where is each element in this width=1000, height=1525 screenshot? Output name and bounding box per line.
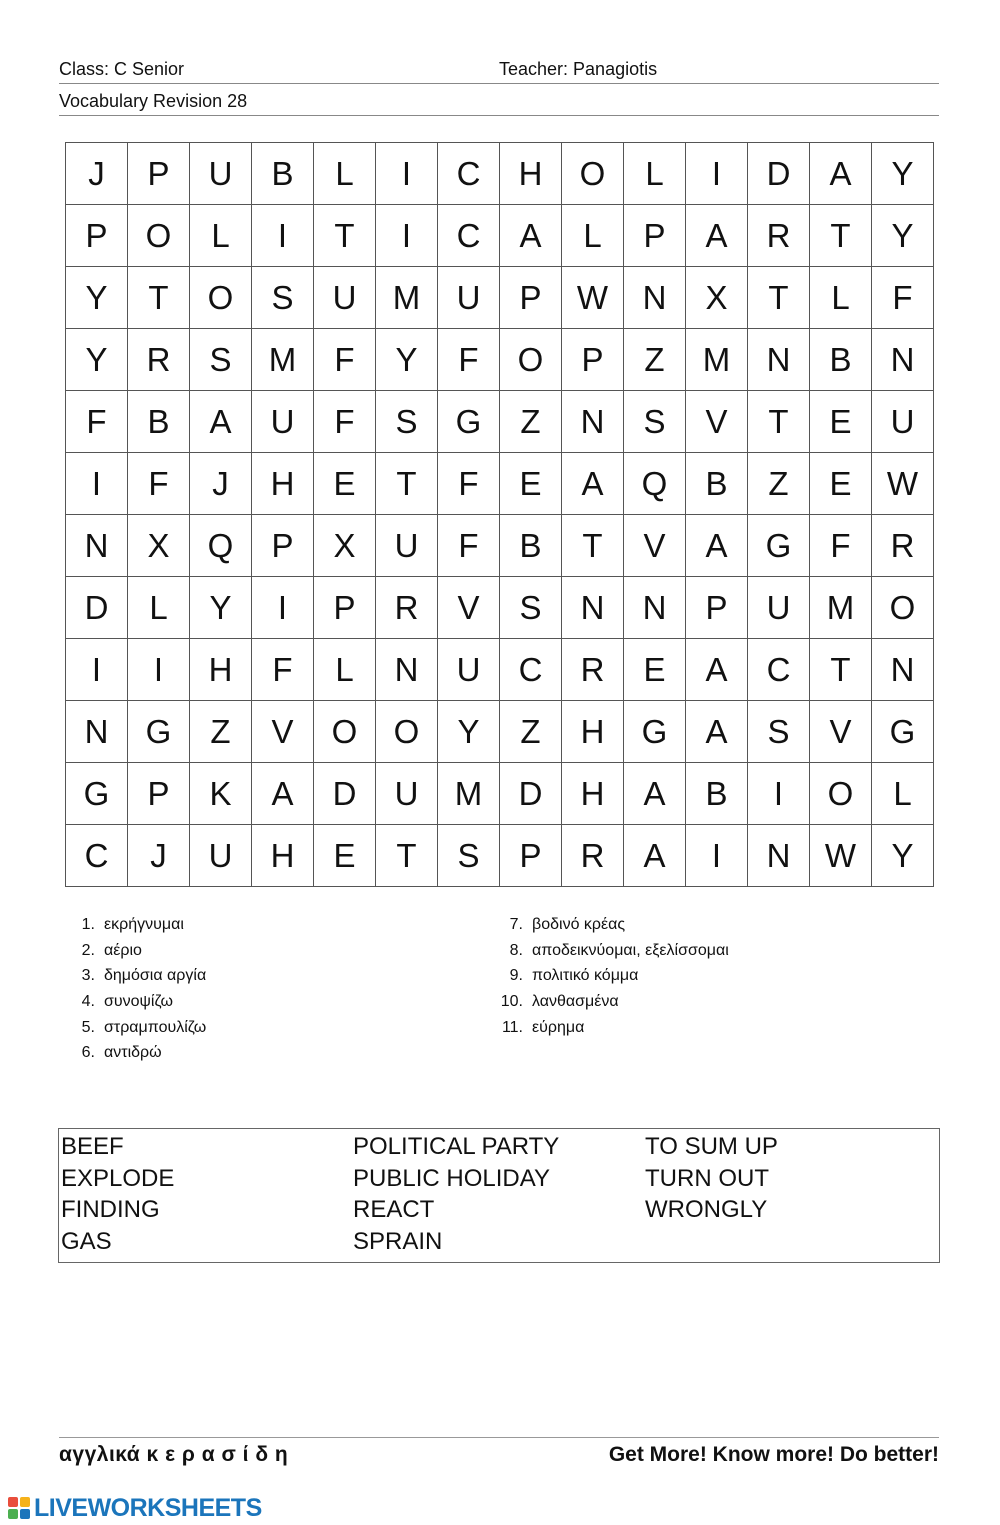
grid-cell[interactable]: D [66,577,128,639]
grid-cell[interactable]: F [314,391,376,453]
grid-cell[interactable]: M [438,763,500,825]
clue-text: αντιδρώ [104,1044,162,1062]
grid-row [66,391,934,453]
clue-text: συνοψίζω [104,993,173,1011]
clue-number: 2. [81,941,95,959]
grid-cell[interactable]: H [252,825,314,887]
grid-cell[interactable]: N [376,639,438,701]
grid-cell[interactable]: C [500,639,562,701]
grid-cell[interactable]: G [66,763,128,825]
grid-row [66,205,934,267]
grid-cell[interactable]: T [314,205,376,267]
grid-cell[interactable]: N [66,515,128,577]
grid-cell[interactable]: Y [872,143,934,205]
grid-cell[interactable]: E [810,391,872,453]
clue-item [487,991,729,1017]
grid-cell[interactable]: I [376,143,438,205]
grid-cell[interactable]: B [810,329,872,391]
grid-cell[interactable]: O [190,267,252,329]
grid-cell[interactable]: Z [190,701,252,763]
grid-cell[interactable]: R [562,639,624,701]
footer-divider [59,1437,939,1438]
header-row-1 [59,59,939,84]
grid-cell[interactable]: H [562,701,624,763]
grid-cell[interactable]: Z [500,391,562,453]
grid-cell[interactable]: T [810,639,872,701]
grid-cell[interactable]: Y [376,329,438,391]
grid-cell[interactable]: T [376,453,438,515]
grid-cell[interactable]: E [314,453,376,515]
clue-text: στραμπουλίζω [104,1018,207,1036]
clue-number: 9. [509,967,523,985]
clue-number: 11. [501,1018,523,1036]
grid-row [66,577,934,639]
grid-cell[interactable]: P [500,267,562,329]
brand-icon-square [20,1497,30,1507]
grid-cell[interactable]: J [66,143,128,205]
grid-cell[interactable]: H [190,639,252,701]
word-bank-item: REACT [353,1196,435,1223]
grid-cell[interactable]: L [314,639,376,701]
grid-cell[interactable]: H [252,453,314,515]
footer-author: αγγλικά κ ε ρ α σ ί δ η [59,1443,289,1466]
grid-cell[interactable]: C [748,639,810,701]
clue-item [59,940,206,966]
grid-cell[interactable]: B [686,763,748,825]
grid-row [66,701,934,763]
grid-cell[interactable]: P [252,515,314,577]
clue-list-right [487,914,729,1042]
clue-text: λανθασμένα [532,993,619,1011]
liveworksheets-logo[interactable] [8,1494,262,1522]
clue-number: 10. [500,993,523,1011]
grid-cell[interactable]: L [624,143,686,205]
grid-row [66,143,934,205]
brand-icon-square [8,1497,18,1507]
grid-row [66,825,934,887]
grid-cell[interactable]: N [748,329,810,391]
grid-cell[interactable]: S [500,577,562,639]
grid-cell[interactable]: F [66,391,128,453]
clue-number: 6. [81,1044,95,1062]
word-bank-item: BEEF [61,1133,124,1160]
word-bank-item: PUBLIC HOLIDAY [353,1164,550,1192]
grid-row [66,763,934,825]
clue-number: 7. [509,916,523,933]
clue-list-left [59,914,206,1068]
grid-cell[interactable]: P [128,763,190,825]
grid-cell[interactable]: C [438,143,500,205]
grid-cell[interactable]: I [686,825,748,887]
grid-cell[interactable]: Y [190,577,252,639]
brand-icon-square [20,1509,30,1519]
grid-cell[interactable]: A [190,391,252,453]
clue-text: αποδεικνύομαι, εξελίσσομαι [532,941,729,959]
grid-cell[interactable]: I [66,639,128,701]
grid-cell[interactable]: G [872,701,934,763]
grid-cell[interactable]: N [872,639,934,701]
clue-item [59,991,206,1017]
clue-item [487,965,729,991]
grid-cell[interactable]: N [624,577,686,639]
grid-cell[interactable]: F [438,329,500,391]
grid-cell[interactable]: F [438,453,500,515]
grid-cell[interactable]: I [66,453,128,515]
grid-cell[interactable]: G [438,391,500,453]
grid-cell[interactable]: S [252,267,314,329]
grid-cell[interactable]: S [748,701,810,763]
grid-cell[interactable]: Y [872,825,934,887]
grid-cell[interactable]: L [810,267,872,329]
grid-cell[interactable]: H [562,763,624,825]
grid-cell[interactable]: R [748,205,810,267]
grid-cell[interactable]: N [624,267,686,329]
grid-cell[interactable]: W [562,267,624,329]
clue-item [59,965,206,991]
grid-row [66,639,934,701]
grid-cell[interactable]: U [252,391,314,453]
grid-cell[interactable]: L [128,577,190,639]
grid-cell[interactable]: P [562,329,624,391]
grid-cell[interactable]: N [872,329,934,391]
grid-cell[interactable]: E [810,453,872,515]
brand-icon-square [8,1509,18,1519]
grid-cell[interactable]: N [66,701,128,763]
clue-item [59,914,206,940]
class-label: Class: C Senior [59,59,185,79]
grid-cell[interactable]: S [438,825,500,887]
grid-cell[interactable]: T [810,205,872,267]
grid-cell[interactable]: U [190,825,252,887]
grid-cell[interactable]: R [562,825,624,887]
word-bank-item: TURN OUT [645,1164,769,1192]
grid-cell[interactable]: T [376,825,438,887]
word-bank-item: EXPLODE [61,1164,175,1192]
grid-cell[interactable]: I [748,763,810,825]
grid-cell[interactable]: Y [438,701,500,763]
grid-cell[interactable]: I [686,143,748,205]
grid-cell[interactable]: A [686,205,748,267]
grid-cell[interactable]: X [314,515,376,577]
grid-cell[interactable]: F [810,515,872,577]
grid-cell[interactable]: V [624,515,686,577]
grid-cell[interactable]: P [128,143,190,205]
grid-cell[interactable]: K [190,763,252,825]
word-bank-column-3 [645,1131,778,1226]
grid-cell[interactable]: R [376,577,438,639]
grid-cell[interactable]: T [562,515,624,577]
clue-text: πολιτικό κόμμα [532,967,639,985]
grid-cell[interactable]: I [252,577,314,639]
footer-slogan: Get More! Know more! Do better! [608,1443,939,1466]
grid-cell[interactable]: U [438,267,500,329]
grid-cell[interactable]: Z [500,701,562,763]
grid-cell[interactable]: V [252,701,314,763]
clue-number: 4. [81,993,95,1011]
grid-cell[interactable]: G [624,701,686,763]
grid-cell[interactable]: O [314,701,376,763]
grid-cell[interactable]: B [500,515,562,577]
grid-cell[interactable]: Y [66,267,128,329]
grid-cell[interactable]: Y [872,205,934,267]
grid-cell[interactable]: E [500,453,562,515]
word-bank-item: POLITICAL PARTY [353,1133,560,1160]
grid-cell[interactable]: A [686,701,748,763]
grid-cell[interactable]: C [66,825,128,887]
grid-cell[interactable]: U [748,577,810,639]
grid-cell[interactable]: T [748,391,810,453]
grid-cell[interactable]: A [686,515,748,577]
clue-item [487,940,729,966]
grid-cell[interactable]: D [748,143,810,205]
grid-cell[interactable]: F [314,329,376,391]
grid-row [66,329,934,391]
clue-number: 8. [509,941,523,959]
grid-cell[interactable]: L [190,205,252,267]
clue-number: 1. [81,916,95,933]
grid-cell[interactable]: L [872,763,934,825]
word-bank-item: SPRAIN [353,1227,443,1255]
grid-row [66,515,934,577]
grid-cell[interactable]: P [624,205,686,267]
grid-cell[interactable]: F [438,515,500,577]
clue-item [59,1042,206,1068]
grid-cell[interactable]: O [810,763,872,825]
grid-cell[interactable]: G [748,515,810,577]
grid-cell[interactable]: H [500,143,562,205]
grid-cell[interactable]: A [624,825,686,887]
grid-cell[interactable]: Z [748,453,810,515]
grid-cell[interactable]: S [624,391,686,453]
grid-cell[interactable]: J [128,825,190,887]
grid-cell[interactable]: P [686,577,748,639]
grid-cell[interactable]: O [562,143,624,205]
liveworksheets-icon [8,1497,30,1519]
grid-cell[interactable]: V [686,391,748,453]
grid-cell[interactable]: T [128,267,190,329]
word-bank-column-2 [353,1131,559,1257]
grid-cell[interactable]: O [872,577,934,639]
word-bank-item: WRONGLY [645,1196,768,1223]
grid-cell[interactable]: P [66,205,128,267]
grid-cell[interactable]: E [314,825,376,887]
grid-cell[interactable]: M [810,577,872,639]
clue-text: δημόσια αργία [104,967,207,985]
grid-cell[interactable]: J [190,453,252,515]
grid-cell[interactable]: W [810,825,872,887]
grid-cell[interactable]: R [128,329,190,391]
grid-cell[interactable]: L [314,143,376,205]
grid-cell[interactable]: A [562,453,624,515]
clue-text: εύρημα [532,1018,585,1036]
grid-cell[interactable]: B [686,453,748,515]
grid-cell[interactable]: M [376,267,438,329]
word-bank-item: TO SUM UP [645,1133,778,1160]
grid-row [66,453,934,515]
grid-cell[interactable]: N [562,577,624,639]
grid-cell[interactable]: A [686,639,748,701]
clue-item [487,1017,729,1043]
grid-cell[interactable]: Q [624,453,686,515]
grid-cell[interactable]: I [252,205,314,267]
brand-name: LIVEWORKSHEETS [34,1493,262,1522]
grid-cell[interactable]: I [128,639,190,701]
grid-cell[interactable]: U [376,763,438,825]
grid-cell[interactable]: O [128,205,190,267]
teacher-label: Teacher: Panagiotis [499,59,658,79]
grid-cell[interactable]: A [252,763,314,825]
grid-cell[interactable]: V [438,577,500,639]
grid-cell[interactable]: O [376,701,438,763]
grid-cell[interactable]: F [252,639,314,701]
grid-cell[interactable]: I [376,205,438,267]
grid-cell[interactable]: P [314,577,376,639]
grid-cell[interactable]: D [500,763,562,825]
grid-cell[interactable]: U [872,391,934,453]
grid-cell[interactable]: U [438,639,500,701]
grid-cell[interactable]: X [686,267,748,329]
grid-cell[interactable]: W [872,453,934,515]
grid-cell[interactable]: D [314,763,376,825]
grid-cell[interactable]: P [500,825,562,887]
word-bank [58,1128,940,1263]
grid-cell[interactable]: F [872,267,934,329]
clue-text: βοδινό κρέας [532,916,626,933]
grid-cell[interactable]: G [128,701,190,763]
grid-cell[interactable]: B [128,391,190,453]
grid-cell[interactable]: S [376,391,438,453]
clue-text: εκρήγνυμαι [104,916,184,933]
grid-cell[interactable]: C [438,205,500,267]
word-bank-item: FINDING [61,1196,160,1223]
grid-row [66,267,934,329]
grid-cell[interactable]: L [562,205,624,267]
grid-cell[interactable]: M [686,329,748,391]
grid-cell[interactable]: U [314,267,376,329]
grid-cell[interactable]: U [376,515,438,577]
grid-cell[interactable]: M [252,329,314,391]
word-search-grid [65,142,934,887]
grid-cell[interactable]: T [748,267,810,329]
grid-cell[interactable]: A [810,143,872,205]
clue-number: 3. [81,967,95,985]
grid-cell[interactable]: Z [624,329,686,391]
clue-text: αέριο [104,941,142,959]
grid-cell[interactable]: Q [190,515,252,577]
grid-cell[interactable]: R [872,515,934,577]
worksheet-subtitle: Vocabulary Revision 28 [59,91,248,111]
grid-cell[interactable]: A [624,763,686,825]
grid-cell[interactable]: V [810,701,872,763]
grid-cell[interactable]: X [128,515,190,577]
grid-cell[interactable]: A [500,205,562,267]
clue-item [59,1017,206,1043]
grid-cell[interactable]: E [624,639,686,701]
clue-number: 5. [81,1018,95,1036]
grid-cell[interactable]: U [190,143,252,205]
word-bank-item: GAS [61,1227,112,1255]
grid-cell[interactable]: N [562,391,624,453]
grid-cell[interactable]: B [252,143,314,205]
clue-item [487,914,729,940]
word-bank-column-1 [61,1131,174,1257]
header-row-2 [59,91,939,116]
grid-cell[interactable]: N [748,825,810,887]
grid-cell[interactable]: O [500,329,562,391]
grid-cell[interactable]: Y [66,329,128,391]
grid-cell[interactable]: F [128,453,190,515]
grid-cell[interactable]: S [190,329,252,391]
